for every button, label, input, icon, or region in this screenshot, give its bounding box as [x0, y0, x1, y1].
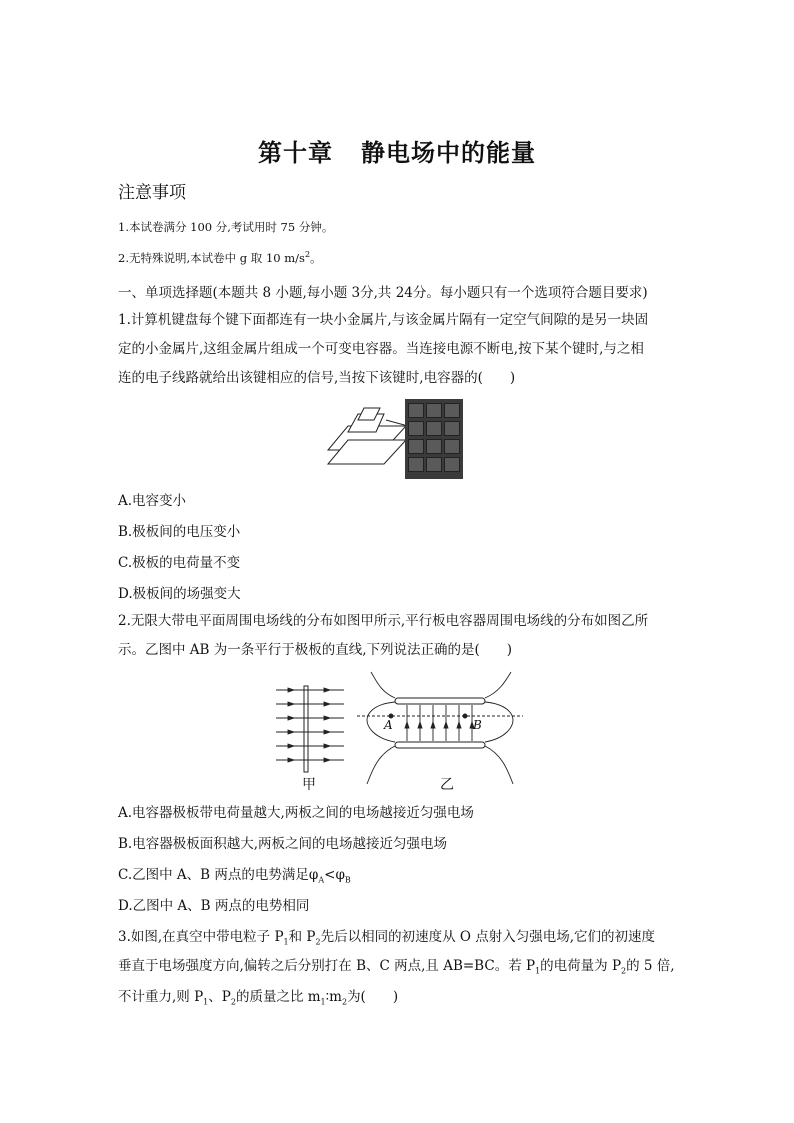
question-3-line-2 [118, 954, 675, 976]
key [426, 457, 442, 472]
key [426, 421, 442, 436]
q3-text: 的质量之比 m [235, 989, 321, 1005]
q3-text: 不计重力,则 P [118, 989, 204, 1005]
q1-option-b: B.极板间的电压变小 [118, 524, 241, 540]
key [426, 403, 442, 418]
q2-option-b: B.电容器极板面积越大,两板之间的电场越接近匀强电场 [118, 836, 448, 852]
q2-option-c [118, 863, 351, 885]
key [444, 457, 460, 472]
q3-text: 先后以相同的初速度从 O 点射入匀强电场,它们的初速度 [320, 929, 656, 945]
superscript: 2 [304, 250, 311, 260]
page-title [0, 133, 794, 168]
question-2-line-1: 2.无限大带电平面周围电场线的分布如图甲所示,平行板电容器周围电场线的分布如图乙所 [118, 613, 649, 629]
subscript: 2 [621, 966, 627, 976]
subscript: B [344, 875, 351, 885]
q3-text: 的 5 倍, [626, 958, 675, 974]
point-b-label: B [473, 718, 482, 732]
notice-item-2-end: 。 [310, 251, 322, 265]
figure-label-right: 乙 [440, 777, 454, 793]
q3-text: 、P [208, 989, 231, 1005]
subscript: 1 [535, 966, 541, 976]
section-heading: 一、单项选择题(本题共 8 小题,每小题 3分,共 24分。每小题只有一个选项符合题目要求) [118, 285, 648, 301]
key [444, 421, 460, 436]
q1-option-a: A.电容变小 [118, 493, 187, 509]
key [408, 403, 424, 418]
parallel-plate-field-figure [355, 670, 525, 788]
q1-option-d: D.极板间的场强变大 [118, 586, 241, 602]
subscript: 2 [315, 937, 321, 947]
q3-text: ∶m [325, 989, 342, 1005]
subscript: A [318, 875, 325, 885]
key [444, 403, 460, 418]
q2-option-a: A.电容器极板带电荷量越大,两板之间的电场越接近匀强电场 [118, 805, 474, 821]
q2-option-c-mid: <φ [324, 867, 345, 883]
q2-option-d: D.乙图中 A、B 两点的电势相同 [118, 898, 310, 914]
q3-text: 为( ) [347, 989, 399, 1005]
q3-text: 和 P [288, 929, 316, 945]
point-a-label: A [384, 718, 393, 732]
question-2-line-2: 示。乙图中 AB 为一条平行于极板的直线,下列说法正确的是( ) [118, 642, 513, 658]
subscript: 1 [283, 937, 289, 947]
notice-heading: 注意事项 [118, 183, 186, 203]
question-2 [118, 607, 680, 665]
key [408, 421, 424, 436]
key [426, 439, 442, 454]
chapter-name: 静电场中的能量 [361, 138, 536, 167]
subscript: 1 [320, 997, 326, 1007]
key [444, 439, 460, 454]
subscript: 1 [203, 997, 209, 1007]
keyboard-photo [405, 399, 463, 479]
question-1-line-2: 定的小金属片,这组金属片组成一个可变电容器。当连接电源不断电,按下某个键时,与之相 [118, 341, 644, 357]
notice-item-2-text: 2.无特殊说明,本试卷中 g 取 10 m/s [118, 251, 305, 265]
figure-label-left: 甲 [302, 777, 316, 793]
question-3-line-1 [118, 925, 655, 947]
capacitor-key-figure [326, 398, 408, 470]
key [408, 457, 424, 472]
q1-option-c: C.极板的电荷量不变 [118, 555, 241, 571]
chapter-number: 第十章 [258, 138, 333, 167]
question-1-line-1: 1.计算机键盘每个键下面都连有一块小金属片,与该金属片隔有一定空气间隙的是另一块固 [118, 312, 649, 328]
subscript: 2 [230, 997, 236, 1007]
subscript: 2 [341, 997, 348, 1007]
q3-text: 垂直于电场强度方向,偏转之后分别打在 B、C 两点,且 AB=BC。若 P [118, 958, 536, 974]
infinite-plane-field-figure [274, 684, 346, 774]
question-1 [118, 306, 680, 393]
q3-text: 的电荷量为 P [540, 958, 622, 974]
q3-text: 3.如图,在真空中带电粒子 P [118, 929, 284, 945]
notice-item-2 [118, 250, 322, 266]
q2-option-c-text: C.乙图中 A、B 两点的电势满足φ [118, 867, 319, 883]
notice-item-1: 1.本试卷满分 100 分,考试用时 75 分钟。 [118, 220, 334, 234]
question-1-line-3: 连的电子线路就给出该键相应的信号,当按下该键时,电容器的( ) [118, 370, 516, 386]
question-3-line-3 [118, 985, 398, 1007]
key [408, 439, 424, 454]
